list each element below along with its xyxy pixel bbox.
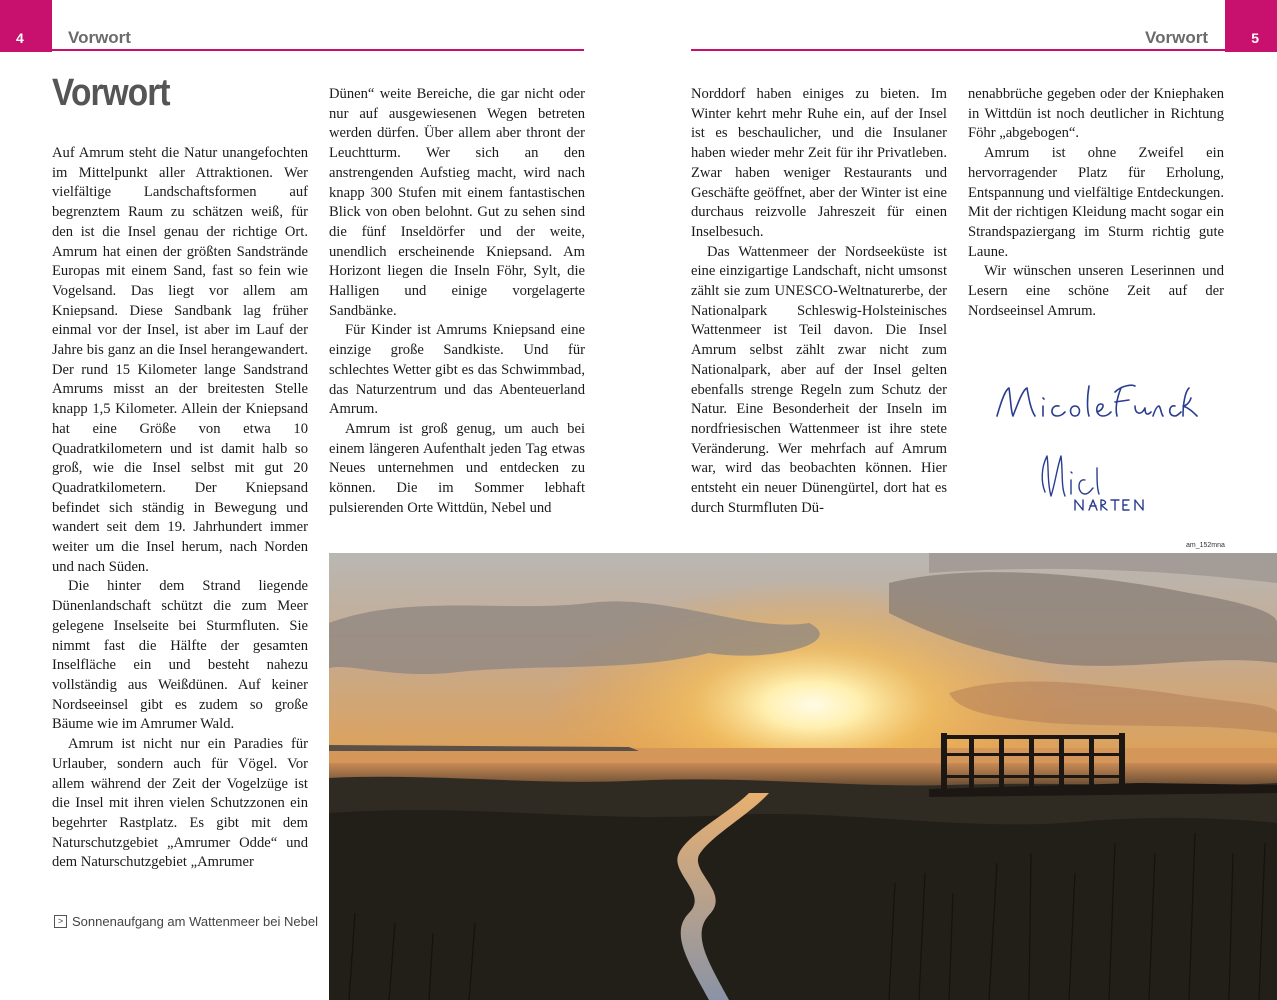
sunrise-photo xyxy=(329,553,1277,1000)
paragraph: Das Wattenmeer der Nordseeküste ist eine einzigartige Landschaft, nicht umsonst zählt sie zum UNESCO-Weltnaturerbe, der Nationalpark Schleswig-Holsteinisches Wattenmeer ist Teil davon. Die Insel Amrum selbst zählt zwar nicht zum Nationalpark, aber auf der Insel gelten ebenfalls strenge Regeln zum Schutz der Natur. Eine Besonderheit der Inseln im nordfriesischen Wattenmeer ist ihre stete Veränderung. Wer mehrfach auf Amrum war, wird das beobachten können. Hier entsteht ein neuer Dünengürtel, dort hat es durch Sturmfluten Dü- xyxy=(691,243,947,516)
paragraph: Norddorf haben einiges zu bieten. Im Winter kehrt mehr Ruhe ein, auf der Insel ist es beschaulicher, und die Insulaner haben wieder mehr Zeit für ihr Privatleben. Zwar haben weniger Restaurants und Geschäfte geöffnet, aber der Winter ist eine durchaus reizvolle Jahreszeit für einen Inselbesuch. xyxy=(691,86,947,240)
paragraph: Die hinter dem Strand liegende Dünenlandschaft schützt die zum Meer gelegene Inselseite bei Sturmfluten. Sie nimmt fast die Hälfte der gesamten Inselfläche ein und besteht nahezu vollständig aus Weißdünen. Auf keiner Nordseeinsel gibt es zudem so große Bäume wie im Amrumer Wald. xyxy=(52,578,308,733)
paragraph: Amrum ist ohne Zweifel ein hervorragender Platz für Erholung, Entspannung und vielfältige Entdeckungen. Mit der richtigen Kleidung macht sogar ein Strandspaziergang im Sturm richtig gute Laune. xyxy=(968,145,1224,260)
page-number-left: 4 xyxy=(16,30,24,46)
caption-text: Sonnenaufgang am Wattenmeer bei Nebel xyxy=(72,914,318,929)
page-number-right: 5 xyxy=(1251,30,1259,46)
text-column-3 xyxy=(691,85,947,518)
header-rule-right xyxy=(691,49,1225,51)
photo-caption xyxy=(54,914,318,929)
text-column-2 xyxy=(329,85,585,518)
caption-arrow-icon: > xyxy=(54,915,67,928)
page-number-tab-right xyxy=(1225,0,1277,52)
signature-image xyxy=(985,372,1205,522)
page-number-tab-left xyxy=(0,0,52,52)
text-column-4 xyxy=(968,85,1224,321)
paragraph: Wir wünschen unseren Leserinnen und Lesern eine schöne Zeit auf der Nordseeinsel Amrum. xyxy=(968,263,1224,319)
photo-code: am_152mna xyxy=(1186,542,1225,549)
header-rule-left xyxy=(52,49,584,51)
page-title: Vorwort xyxy=(52,72,170,114)
paragraph: nenabbrüche gegeben oder der Kniephaken in Wittdün ist noch deutlicher in Richtung Föhr „abgebogen“. xyxy=(968,86,1224,142)
paragraph: Amrum ist groß genug, um auch bei einem längeren Aufenthalt jeden Tag etwas Neues unternehmen und entdecken zu können. Die im Sommer lebhaft pulsierenden Orte Wittdün, Nebel und xyxy=(329,420,585,516)
paragraph: Auf Amrum steht die Natur unangefochten im Mittelpunkt aller Attraktionen. Wer vielfältige Landschaftsformen auf begrenztem Raum zu schätzen weiß, für den ist die Insel genau der richtige Ort. Amrum hat einen der größten Sandstrände Europas mit einem Sand, fast so fein wie Vogelsand. Das liegt vor allem am Kniepsand. Diese Sandbank lag früher einmal vor der Insel, ist aber im Lauf der Jahre bis ganz an die Insel herangewandert. Der rund 15 Kilometer lange Sandstrand Amrums misst an der breitesten Stelle knapp 1,5 Kilometer. Allein der Kniepsand hat eine Größe von etwa 10 Quadratkilometern und ist damit halb so groß, wie die Insel selbst mit gut 20 Quadratkilometern. Der Kniepsand befindet sich ständig in Bewegung und wandert seit dem 19. Jahrhundert immer weiter um die Insel herum, nach Norden und nach Süden. xyxy=(52,145,308,575)
running-head-left: Vorwort xyxy=(68,28,131,47)
paragraph: Dünen“ weite Bereiche, die gar nicht oder nur auf ausgewiesenen Wegen betreten werden dürfen. Über allem aber thront der Leuchtturm. Wer sich an den anstrengenden Aufstieg macht, wird nach knapp 300 Stufen mit einem fantastischen Blick von oben belohnt. Gut zu sehen sind die fünf Inseldörfer und der weite, unendlich erscheinende Kniepsand. Am Horizont liegen die Inseln Föhr, Sylt, die Halligen und einige vorgelagerte Sandbänke. xyxy=(329,86,585,319)
running-head-right: Vorwort xyxy=(1145,28,1208,47)
text-column-1 xyxy=(52,144,308,873)
paragraph: Für Kinder ist Amrums Kniepsand eine einzige große Sandkiste. Und für schlechtes Wetter gibt es das Schwimmbad, das Naturzentrum und das Abenteuerland Amrum. xyxy=(329,322,585,418)
paragraph: Amrum ist nicht nur ein Paradies für Urlauber, sondern auch für Vögel. Vor allem während der Zeit der Vogelzüge ist die Insel mit ihren vielen Schutzzonen ein begehrter Rastplatz. Es gibt mit dem Naturschutzgebiet „Amrumer Odde“ und dem Naturschutzgebiet „Amrumer xyxy=(52,736,308,871)
